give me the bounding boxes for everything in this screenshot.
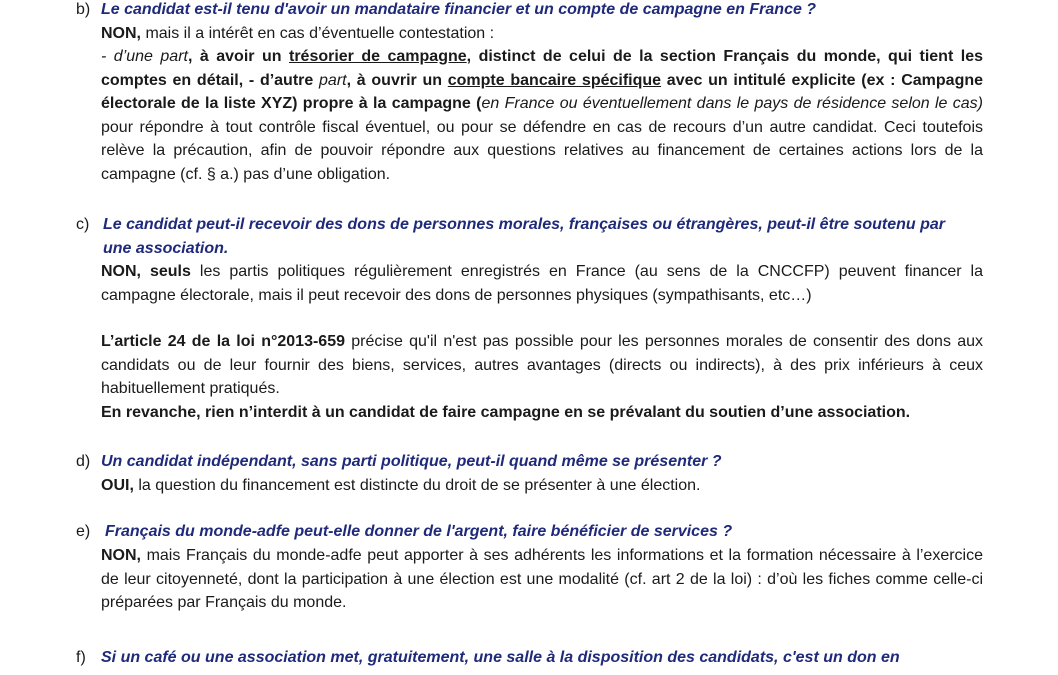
answer-lead: NON, seuls <box>101 263 191 280</box>
question-heading: Le candidat peut-il recevoir des dons de personnes morales, françaises ou étrangères, peut-il être soutenu par une association. <box>103 216 946 257</box>
answer-paragraph <box>101 544 983 615</box>
answer-text: pour répondre à tout contrôle fiscal éventuel, ou pour se défendre en cas de recours d’un autre candidat. Ceci toutefois relève la précaution, afin de pouvoir répondre aux questions relatives au financement de certaines actions lors de la campagne (cf. § a.) pas d’une obligation. <box>101 118 983 183</box>
answer-text: les partis politiques régulièrement enregistrés en France (au sens de la CNCCFP) peuvent financer la campagne électorale, mais il peut recevoir des dons de personnes physiques (sympathisants, etc…) <box>101 263 984 304</box>
answer-paragraph <box>101 474 983 498</box>
answer-text: , distinct de celui de la section Français du monde, qui tient les comptes en détail, - d’autre <box>101 48 983 89</box>
answer-lead: NON, <box>101 547 141 564</box>
answer-lead: OUI, <box>101 477 134 494</box>
law-reference: L’article 24 de la loi n°2013-659 <box>101 333 346 350</box>
paragraph-gap <box>101 307 983 330</box>
answer-paragraph <box>101 22 983 46</box>
section-letter: c) <box>76 216 90 233</box>
section-letter: d) <box>76 453 91 470</box>
section-letter: e) <box>76 523 91 540</box>
section-letter: b) <box>76 1 91 18</box>
answer-body <box>101 22 983 187</box>
answer-lead: NON, <box>101 24 141 42</box>
answer-body <box>101 474 983 498</box>
answer-text: mais il a intérêt en cas d’éventuelle contestation : <box>141 24 495 42</box>
answer-text: part <box>160 48 188 65</box>
answer-text: la question du financement est distincte du droit de se présenter à une élection. <box>133 477 701 494</box>
answer-body <box>101 544 983 615</box>
answer-text: mais Français du monde-adfe peut apporter à ses adhérents les informations et la formation nécessaire à l’exercice de leur citoyenneté, dont la participation à une élection est une modalité (cf. art 2 de la loi) : d’où les fiches comme celle-ci préparées par Français du monde. <box>101 547 983 611</box>
bank-account-term: compte bancaire spécifique <box>447 71 662 89</box>
answer-paragraph <box>101 260 983 307</box>
answer-body <box>101 260 983 424</box>
answer-text: , à avoir un <box>187 48 289 65</box>
answer-paragraph <box>101 330 983 401</box>
section-letter: f) <box>76 649 86 666</box>
question-heading: Un candidat indépendant, sans parti politique, peut-il quand même se présenter ? <box>101 453 722 470</box>
answer-paragraph <box>101 45 983 186</box>
question-heading: Le candidat est-il tenu d'avoir un mandataire financier et un compte de campagne en France ? <box>101 1 817 18</box>
answer-paragraph: En revanche, rien n’interdit à un candidat de faire campagne en se prévalant du soutien d’une association. <box>101 403 911 421</box>
answer-text: - d’une <box>101 48 161 65</box>
question-heading: Français du monde-adfe peut-elle donner de l'argent, faire bénéficier de services ? <box>105 523 733 540</box>
answer-text: précise qu'il n'est pas possible pour les personnes morales de consentir des dons aux candidats ou de leur fournir des biens, services, autres avantages (directs ou indirects), à des prix inférieurs à ceux habituellement pratiqués. <box>101 333 984 397</box>
answer-text: part <box>319 71 347 89</box>
answer-text: en France ou éventuellement dans le pays de résidence selon le cas) <box>481 95 983 112</box>
answer-text: , à ouvrir un <box>346 71 448 89</box>
question-heading: Si un café ou une association met, gratuitement, une salle à la disposition des candidats, c'est un don en <box>101 649 900 666</box>
treasurer-term: trésorier de campagne <box>288 48 467 65</box>
answer-text: avec un intitulé explicite (ex : Campagne électorale de la liste XYZ) propre à la campagne ( <box>101 71 984 112</box>
